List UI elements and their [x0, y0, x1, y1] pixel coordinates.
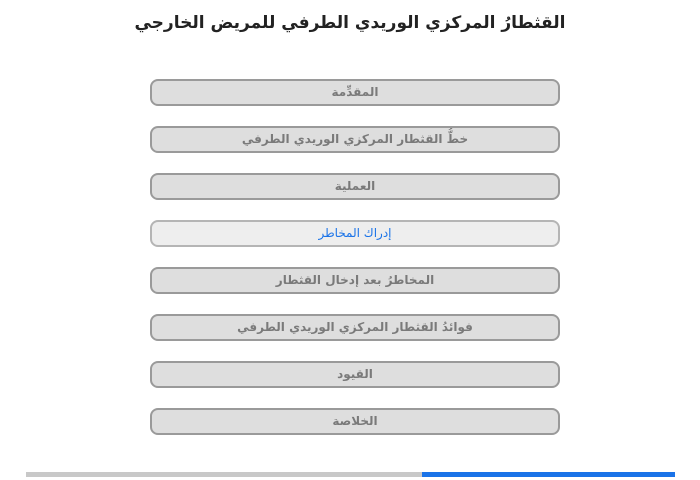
- menu-item-procedure[interactable]: العملية: [150, 173, 560, 200]
- menu-item-picc-line[interactable]: خطُّ القثطار المركزي الوريدي الطرفي: [150, 126, 560, 153]
- menu-item-introduction[interactable]: المقدِّمة: [150, 79, 560, 106]
- menu-item-picc-benefits[interactable]: فوائدُ القثطار المركزي الوريدي الطرفي: [150, 314, 560, 341]
- menu-item-summary[interactable]: الخلاصة: [150, 408, 560, 435]
- progress-fill: [422, 472, 675, 477]
- progress-bar: [26, 472, 675, 477]
- menu-item-risks-after-insertion[interactable]: المخاطرُ بعد إدخال القثطار: [150, 267, 560, 294]
- menu-item-limitations[interactable]: القيود: [150, 361, 560, 388]
- page-title: القثطارُ المركزي الوريدي الطرفي للمريض الخارجي: [134, 13, 566, 33]
- section-menu: [150, 79, 560, 435]
- menu-item-risk-awareness[interactable]: إدراك المخاطر: [150, 220, 560, 247]
